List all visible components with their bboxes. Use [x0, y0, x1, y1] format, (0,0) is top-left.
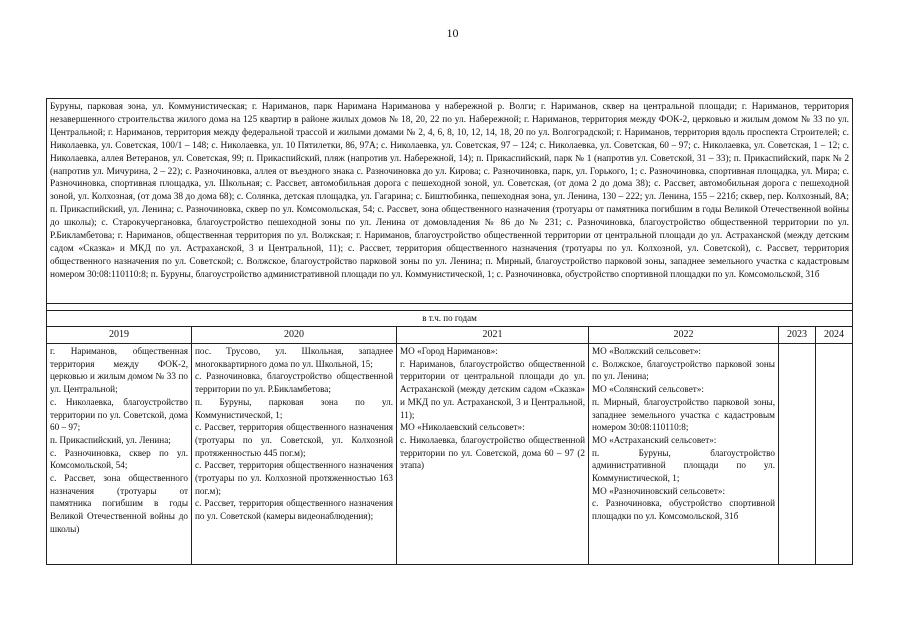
- summary-row: [47, 99, 853, 304]
- by-years-subheader: в т.ч. по годам: [47, 311, 853, 327]
- entry-line: п. Мирный, благоустройство парковой зоны, западнее земельного участка с кадастровым номером 30:08:110110:8;: [592, 396, 775, 433]
- year-2023-cell: [779, 344, 816, 565]
- entry-line: с. Рассвет, зона общественного назначения (тротуары от памятника погибшим в годы Великой Отечественной войны до школы): [50, 473, 188, 534]
- entry-line: МО «Солянский сельсовет»:: [592, 384, 704, 395]
- year-2019-cell: [47, 344, 192, 565]
- page-number: 10: [446, 26, 459, 40]
- year-2020-cell: [192, 344, 397, 565]
- entry-line: МО «Город Нариманов»:: [400, 346, 498, 356]
- year-2022-cell: [589, 344, 779, 565]
- entry-line: МО «Николаевский сельсовет»:: [400, 422, 525, 433]
- entry-line: МО «Разночиновский сельсовет»:: [592, 485, 726, 496]
- entry-line: с. Разночиновка, обустройство спортивной площадки по ул. Комсомольской, 31б: [592, 498, 775, 522]
- territories-table: [46, 98, 853, 565]
- spacer-cell: [47, 304, 853, 311]
- year-header-2022: 2022: [589, 327, 779, 344]
- entry-line: с. Волжское, благоустройство парковой зоны по ул. Ленина;: [592, 358, 775, 382]
- entry-line: с. Разночиновка, благоустройство общественной территории по ул. Р.Бикламбетова;: [195, 371, 393, 395]
- year-2021-cell: [397, 344, 589, 565]
- entry-line: г. Нариманов, общественная территория между ФОК-2, церковью и жилым домом № 33 по ул. Центральной;: [50, 346, 188, 395]
- year-header-2019: 2019: [47, 327, 192, 344]
- entry-line: с. Рассвет, территория общественного назначения по ул. Советской (камеры видеонаблюдения);: [195, 498, 393, 522]
- entry-line: МО «Волжский сельсовет»:: [592, 346, 701, 356]
- summary-cell: Буруны, парковая зона, ул. Коммунистическая; г. Нариманов, парк Наримана Нариманова у набережной р. Волги; г. Нариманов, сквер на центральной площади; г. Нариманов, территория незавершенного строительства жилого дома на 125 квартир в районе жилых домов № 18, 20, 22 по ул. Набережной; г. Нариманов, территория между ФОК-2, церковью и жилым домом № 33 по ул. Центральной; г. Нариманов, территория между федеральной трассой и жилыми домами № 2, 4, 6, 8, 10, 12, 14, 18, 20 по ул. Волгоградской; г. Нариманов, территория вдоль проспекта Строителей; с. Николаевка, ул. Советская, 100/1 – 148; с. Николаевка, ул. 10 Пятилетки, 86, 97А; с. Николаевка, ул. Советская, 97 – 124; с. Николаевка, ул. Советская, 60 – 97; с. Николаевка, ул. Советская, 1 – 12; с. Николаевка, аллея Ветеранов, ул. Советская, 99; п. Прикаспийский, пляж (напротив ул. Набережной, 14); п. Прикаспийский, парк № 1 (напротив ул. Советской, 31 – 33); п. Прикаспийский, парк № 2 (напротив ул. Мичурина, 2 – 22); с. Разночиновка, аллея от въездного знака с. Разночиновка до ул. Кирова; с. Разночиновка, парк, ул. Горького, 1; с. Разночиновка, спортивная площадка, ул. Мира; с. Разночиновка, спортивная площадка, ул. Школьная; с. Рассвет, автомобильная дорога с пешеходной зоной, ул. Советская, (от дома 2 до дома 38); с. Рассвет, автомобильная дорога с пешеходной зоной, ул. Колхозная, (от дома 38 до дома 68); с. Солянка, детская площадка, ул. Гагарина; с. Биштюбинка, пешеходная зона, ул. Ленина, 130 – 222; ул. Ленина, 155 – 221б; сквер, пер. Колхозный, 8А; п. Прикаспийский, ул. Ленина; с. Разночиновка, сквер по ул. Комсомольская, 54; с. Рассвет, зона общественного назначения (тротуары от памятника погибшим в годы Великой Отечественной войны до школы); с. Старокучергановка, благоустройство пешеходной зоны по ул. Ленина от домовладения № 86 до № 231; с. Разночиновка, благоустройство общественной территории по ул. Р.Бикламбетова; г. Нариманов, общественная территория по ул. Волжская; г. Нариманов, благоустройство общественной территории от центральной площади до ул. Астраханской (между детским садом «Сказка» и МКД по ул. Астраханской, 3 и Центральной, 11); с. Рассвет, территория общественного назначения (тротуары по ул. Колхозной, ул. Советской), с. Рассвет, территория общественного назначения по ул. Советской; с. Волжское, благоустройство парковой зоны по ул. Ленина; п. Мирный, благоустройство парковой зоны, западнее земельного участка с кадастровым номером 30:08:110110:8; п. Буруны, благоустройство административной площади по ул. Коммунистической, 1; с. Разночиновка, обустройство спортивной площадки по ул. Комсомольской, 31б: [47, 99, 853, 304]
- entry-line: с. Николаевка, благоустройство общественной территории по ул. Советской, дома 60 – 97 (2 этапа): [400, 434, 585, 471]
- years-header-row: [47, 327, 853, 344]
- entry-line: с. Разночиновка, сквер по ул. Комсомольской, 54;: [50, 447, 188, 471]
- year-header-2024: 2024: [816, 327, 853, 344]
- entry-line: с. Рассвет, территория общественного назначения (тротуары по ул. Советской, ул. Колхозной протяженностью 445 пог.м);: [195, 422, 393, 458]
- entry-line: г. Нариманов, благоустройство общественной территории от центральной площади до ул. Астраханской (между детским садом «Сказка» и МКД по ул. Астраханской, 3 и Центральной, 11);: [400, 358, 585, 420]
- year-header-2021: 2021: [397, 327, 589, 344]
- entry-line: с. Николаевка, благоустройство территории по ул. Советской, дома 60 – 97;: [50, 396, 188, 433]
- entry-line: пос. Трусово, ул. Школьная, западнее многоквартирного дома по ул. Школьной, 15;: [195, 346, 393, 369]
- entry-line: п. Буруны, парковая зона по ул. Коммунистической, 1;: [195, 396, 393, 420]
- entry-line: п. Прикаспийский, ул. Ленина;: [50, 434, 171, 445]
- entry-line: МО «Астраханский сельсовет»:: [592, 434, 717, 445]
- years-detail-row: [47, 344, 853, 565]
- spacer-row: [47, 304, 853, 311]
- year-header-2023: 2023: [779, 327, 816, 344]
- year-header-2020: 2020: [192, 327, 397, 344]
- entry-line: с. Рассвет, территория общественного назначения (тротуары по ул. Колхозной протяженностью 163 пог.м);: [195, 460, 393, 496]
- subheader-row: [47, 311, 853, 327]
- entry-line: п. Буруны, благоустройство административной площади по ул. Коммунистической, 1;: [592, 447, 775, 484]
- year-2024-cell: [816, 344, 853, 565]
